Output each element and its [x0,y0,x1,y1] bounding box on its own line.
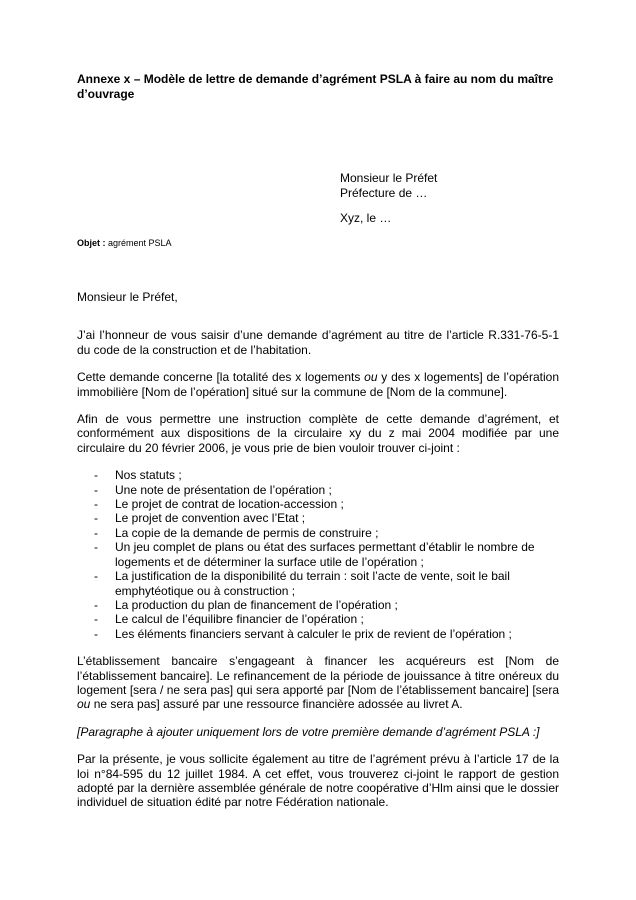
subject-label: Objet : [77,238,106,248]
list-item: - Une note de présentation de l’opération ; [77,483,559,497]
recipient-name: Monsieur le Préfet [340,171,438,185]
document-title: Annexe x – Modèle de lettre de demande d’agrément PSLA à faire au nom du maître d’ouvrage [77,72,554,101]
paragraph-attachments-intro: Afin de vous permettre une instruction complète de cette demande d’agrément, et conformément aux dispositions de la circulaire xy du z mai 2004 modifiée par une circulaire du 20 février 2006, je vous prie de bien vouloir trouver ci-joint : [77,412,559,455]
attachments-list [77,468,559,641]
list-item: - La justification de la disponibilité du terrain : soit l’acte de vente, soit le bail emphytéotique ou à construction ; [77,569,559,598]
letter-date: Xyz, le … [340,211,392,225]
paragraph-bank-financing: L’établissement bancaire s’engageant à financer les acquéreurs est [Nom de l’établissement bancaire]. Le refinancement de la période de jouissance à titre onéreux du logement [sera / ne sera pas] qui sera apporté par [Nom de l’établissement bancaire] [sera ou ne sera pas] assuré par une ressource financière adossée au livret A. [77,654,559,712]
paragraph-request-scope: Cette demande concerne [la totalité des x logements ou y des x logements] de l’opération immobilière [Nom de l’opération] situé sur la commune de [Nom de la commune]. [77,370,559,399]
list-item: - Le projet de convention avec l’Etat ; [77,511,559,525]
list-item: - Nos statuts ; [77,468,559,482]
list-item: - La copie de la demande de permis de construire ; [77,526,559,540]
subject-line [77,238,172,249]
list-item: - Le calcul de l’équilibre financier de l’opération ; [77,612,559,626]
recipient-prefecture: Préfecture de … [340,186,428,200]
paragraph-article-17: Par la présente, je vous sollicite également au titre de l’agrément prévu à l’article 17 de la loi n°84-595 du 12 juillet 1984. A cet effet, vous trouverez ci-joint le rapport de gestion adopté par la dernière assemblée générale de notre coopérative d’Hlm ainsi que le dossier individuel de situation édité par notre Fédération nationale. [77,752,559,810]
paragraph-first-request-note: [Paragraphe à ajouter uniquement lors de votre première demande d’agrément PSLA :] [77,724,540,739]
letter-body [77,290,559,823]
subject-value: agrément PSLA [105,238,172,248]
salutation: Monsieur le Préfet, [77,290,178,304]
list-item: - La production du plan de financement de l’opération ; [77,598,559,612]
list-item: - Les éléments financiers servant à calculer le prix de revient de l’opération ; [77,627,559,641]
paragraph-intro: J’ai l’honneur de vous saisir d’une demande d’agrément au titre de l’article R.331-76-5-1 du code de la construction et de l’habitation. [77,328,559,357]
recipient-block [340,171,437,226]
list-item: - Le projet de contrat de location-accession ; [77,497,559,511]
list-item: - Un jeu complet de plans ou état des surfaces permettant d’établir le nombre de logements et de déterminer la surface utile de l’opération ; [77,540,559,569]
